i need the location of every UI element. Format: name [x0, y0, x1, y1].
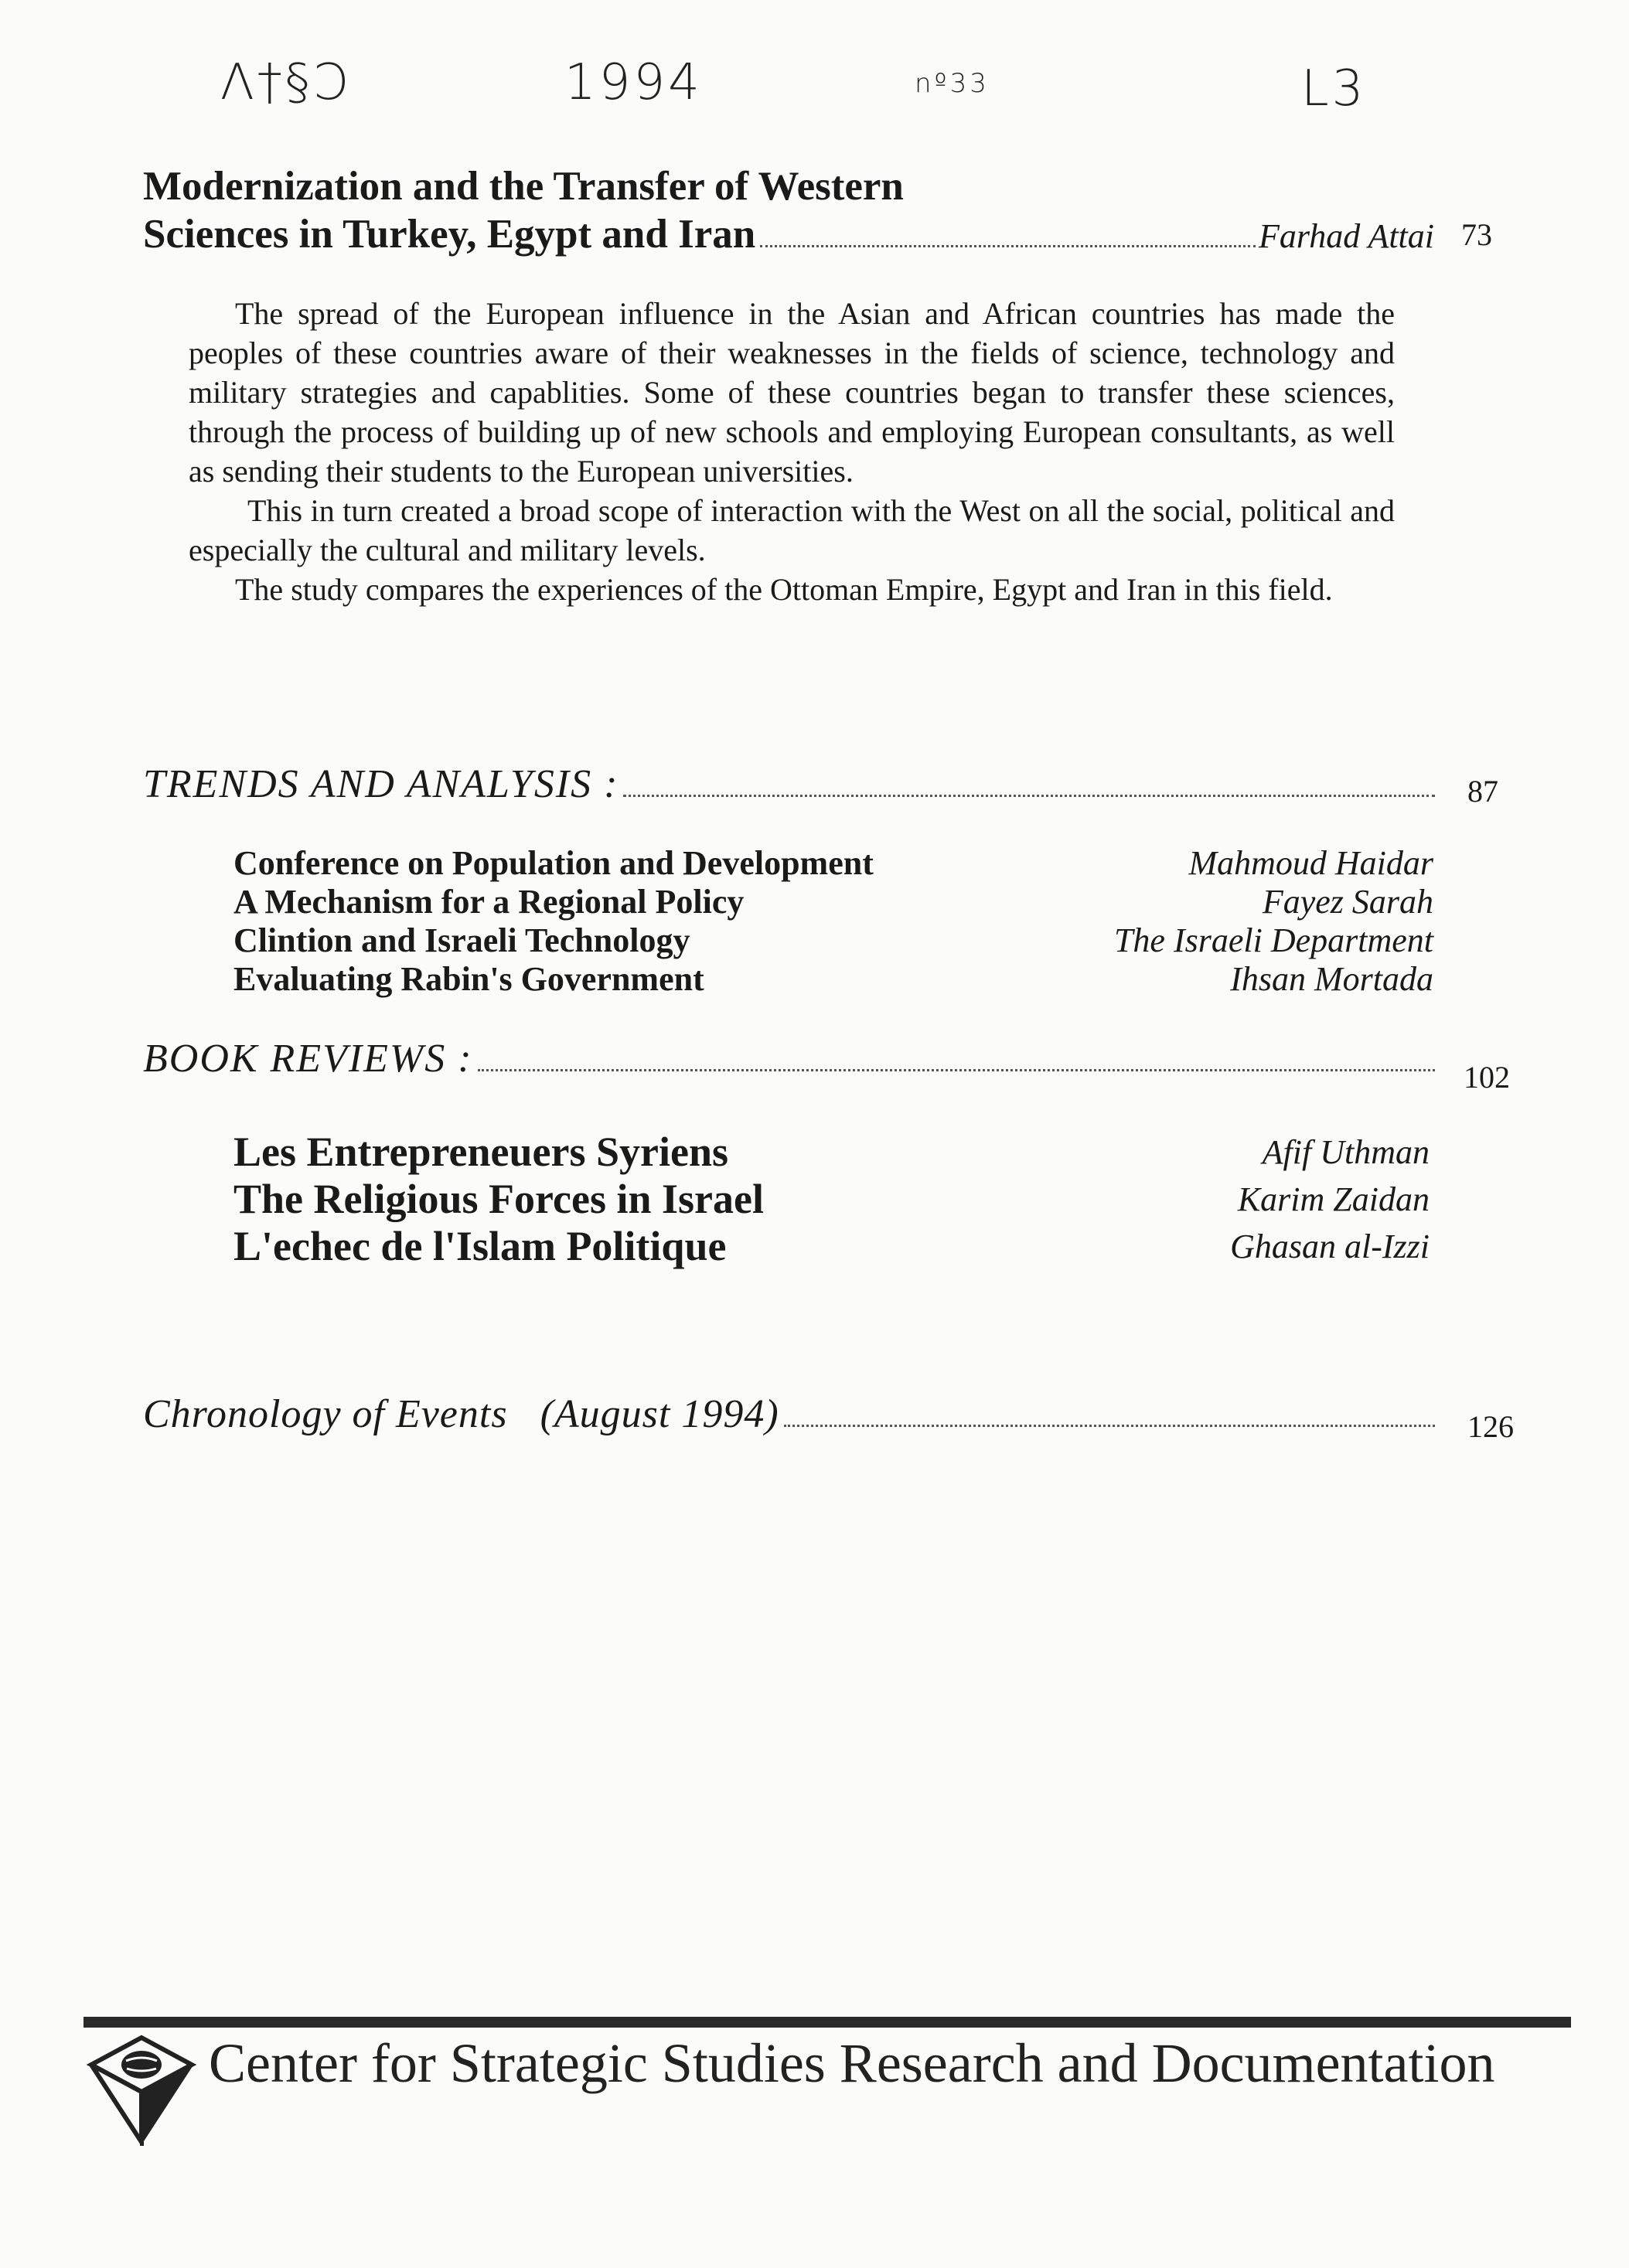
item-title: Clintion and Israeli Technology: [233, 921, 690, 959]
list-item: [233, 1129, 1430, 1176]
footer-rule: [83, 2017, 1571, 2028]
trends-heading-row: [143, 761, 1438, 807]
item-title: Evaluating Rabin's Government: [233, 960, 704, 998]
books-heading: BOOK REVIEWS :: [143, 1037, 473, 1081]
chronology-page-number: 126: [1467, 1409, 1514, 1444]
article-abstract: [189, 294, 1395, 609]
dot-leader: [623, 795, 1435, 797]
article-title-line2: Sciences in Turkey, Egypt and Iran: [143, 212, 756, 257]
list-item: [233, 883, 1433, 921]
dot-leader: [478, 1069, 1435, 1071]
books-list: [233, 1129, 1430, 1270]
trends-list: [233, 844, 1433, 999]
handwritten-call-number: Λ†§Ɔ: [220, 54, 351, 111]
handwritten-code: L3: [1301, 60, 1367, 117]
article-title-line1: Modernization and the Transfer of Western: [143, 164, 904, 209]
books-heading-row: [143, 1036, 1438, 1081]
abstract-paragraph: The spread of the European influence in the Asian and African countries has made the peoples of these countries aware of their weaknesses in the fields of science, technology and military strategies and capablities. Some of these countries began to transfer these sciences, through the process of building up of new schools and employing European consultants, as well as sending their students to the European universities.: [189, 296, 1395, 489]
list-item: [233, 921, 1433, 960]
item-title: L'echec de l'Islam Politique: [233, 1223, 727, 1269]
article-author: Farhad Attai: [1259, 217, 1434, 255]
article-title-row: [143, 210, 1434, 258]
article-page-number: 73: [1461, 217, 1492, 252]
trends-heading: TRENDS AND ANALYSIS :: [143, 762, 619, 806]
books-page-number: 102: [1464, 1060, 1510, 1095]
item-author: Karim Zaidan: [1237, 1180, 1430, 1218]
item-author: Ihsan Mortada: [1230, 960, 1433, 998]
item-author: Afif Uthman: [1262, 1133, 1430, 1171]
handwritten-issue: nº33: [915, 68, 990, 99]
item-author: Mahmoud Haidar: [1188, 844, 1433, 882]
trends-page-number: 87: [1467, 774, 1498, 809]
item-author: The Israeli Department: [1113, 921, 1433, 959]
center-logo-icon: [83, 2030, 199, 2146]
footer-organization: Center for Strategic Studies Research and Documentation: [209, 2032, 1495, 2094]
abstract-paragraph: The study compares the experiences of the Ottoman Empire, Egypt and Iran in this field.: [235, 572, 1333, 607]
item-title: A Mechanism for a Regional Policy: [233, 883, 745, 921]
dot-leader: [784, 1425, 1435, 1427]
item-title: Conference on Population and Development: [233, 844, 874, 882]
list-item: [233, 1176, 1430, 1223]
handwritten-year: 1994: [564, 54, 703, 111]
chronology-heading: Chronology of Events (August 1994): [143, 1392, 779, 1436]
dot-leader: [760, 245, 1256, 247]
list-item: [233, 844, 1433, 883]
chronology-row: [143, 1391, 1438, 1437]
list-item: [233, 1223, 1430, 1270]
item-title: Les Entrepreneuers Syriens: [233, 1129, 728, 1175]
list-item: [233, 960, 1433, 999]
abstract-paragraph: This in turn created a broad scope of interaction with the West on all the social, political and especially the cultural and military levels.: [189, 493, 1395, 567]
item-author: Ghasan al-Izzi: [1230, 1228, 1430, 1265]
item-author: Fayez Sarah: [1262, 883, 1433, 921]
item-title: The Religious Forces in Israel: [233, 1176, 764, 1222]
